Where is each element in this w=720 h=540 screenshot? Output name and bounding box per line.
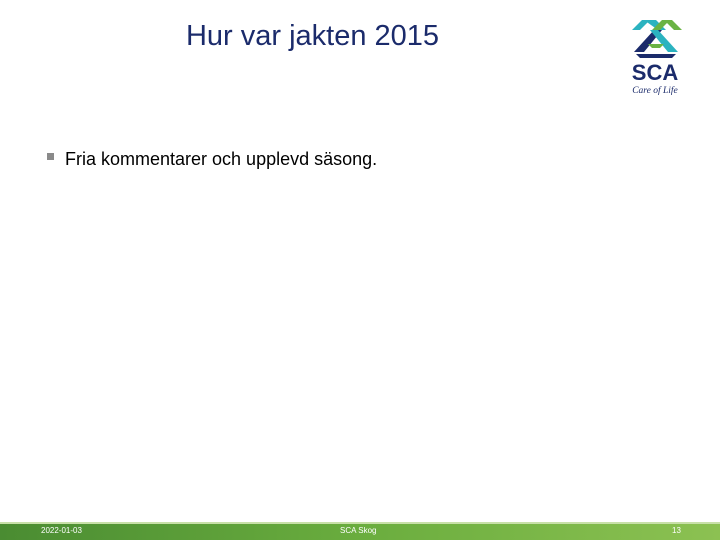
bullet-text: Fria kommentarer och upplevd säsong. — [65, 149, 378, 169]
sca-logo-mark-icon — [626, 16, 686, 62]
footer-page-number: 13 — [672, 526, 681, 535]
sca-logo — [626, 16, 686, 98]
bullet-item — [44, 148, 604, 172]
logo-wordmark: SCA — [631, 60, 679, 85]
footer-center-text: SCA Skog — [340, 526, 377, 535]
logo-tagline: Care of Life — [632, 86, 678, 96]
square-bullet-icon — [47, 153, 54, 160]
footer-highlight-stripe — [0, 522, 720, 524]
footer-date: 2022-01-03 — [41, 526, 82, 535]
slide-body — [44, 148, 604, 172]
slide-title: Hur var jakten 2015 — [185, 20, 440, 52]
